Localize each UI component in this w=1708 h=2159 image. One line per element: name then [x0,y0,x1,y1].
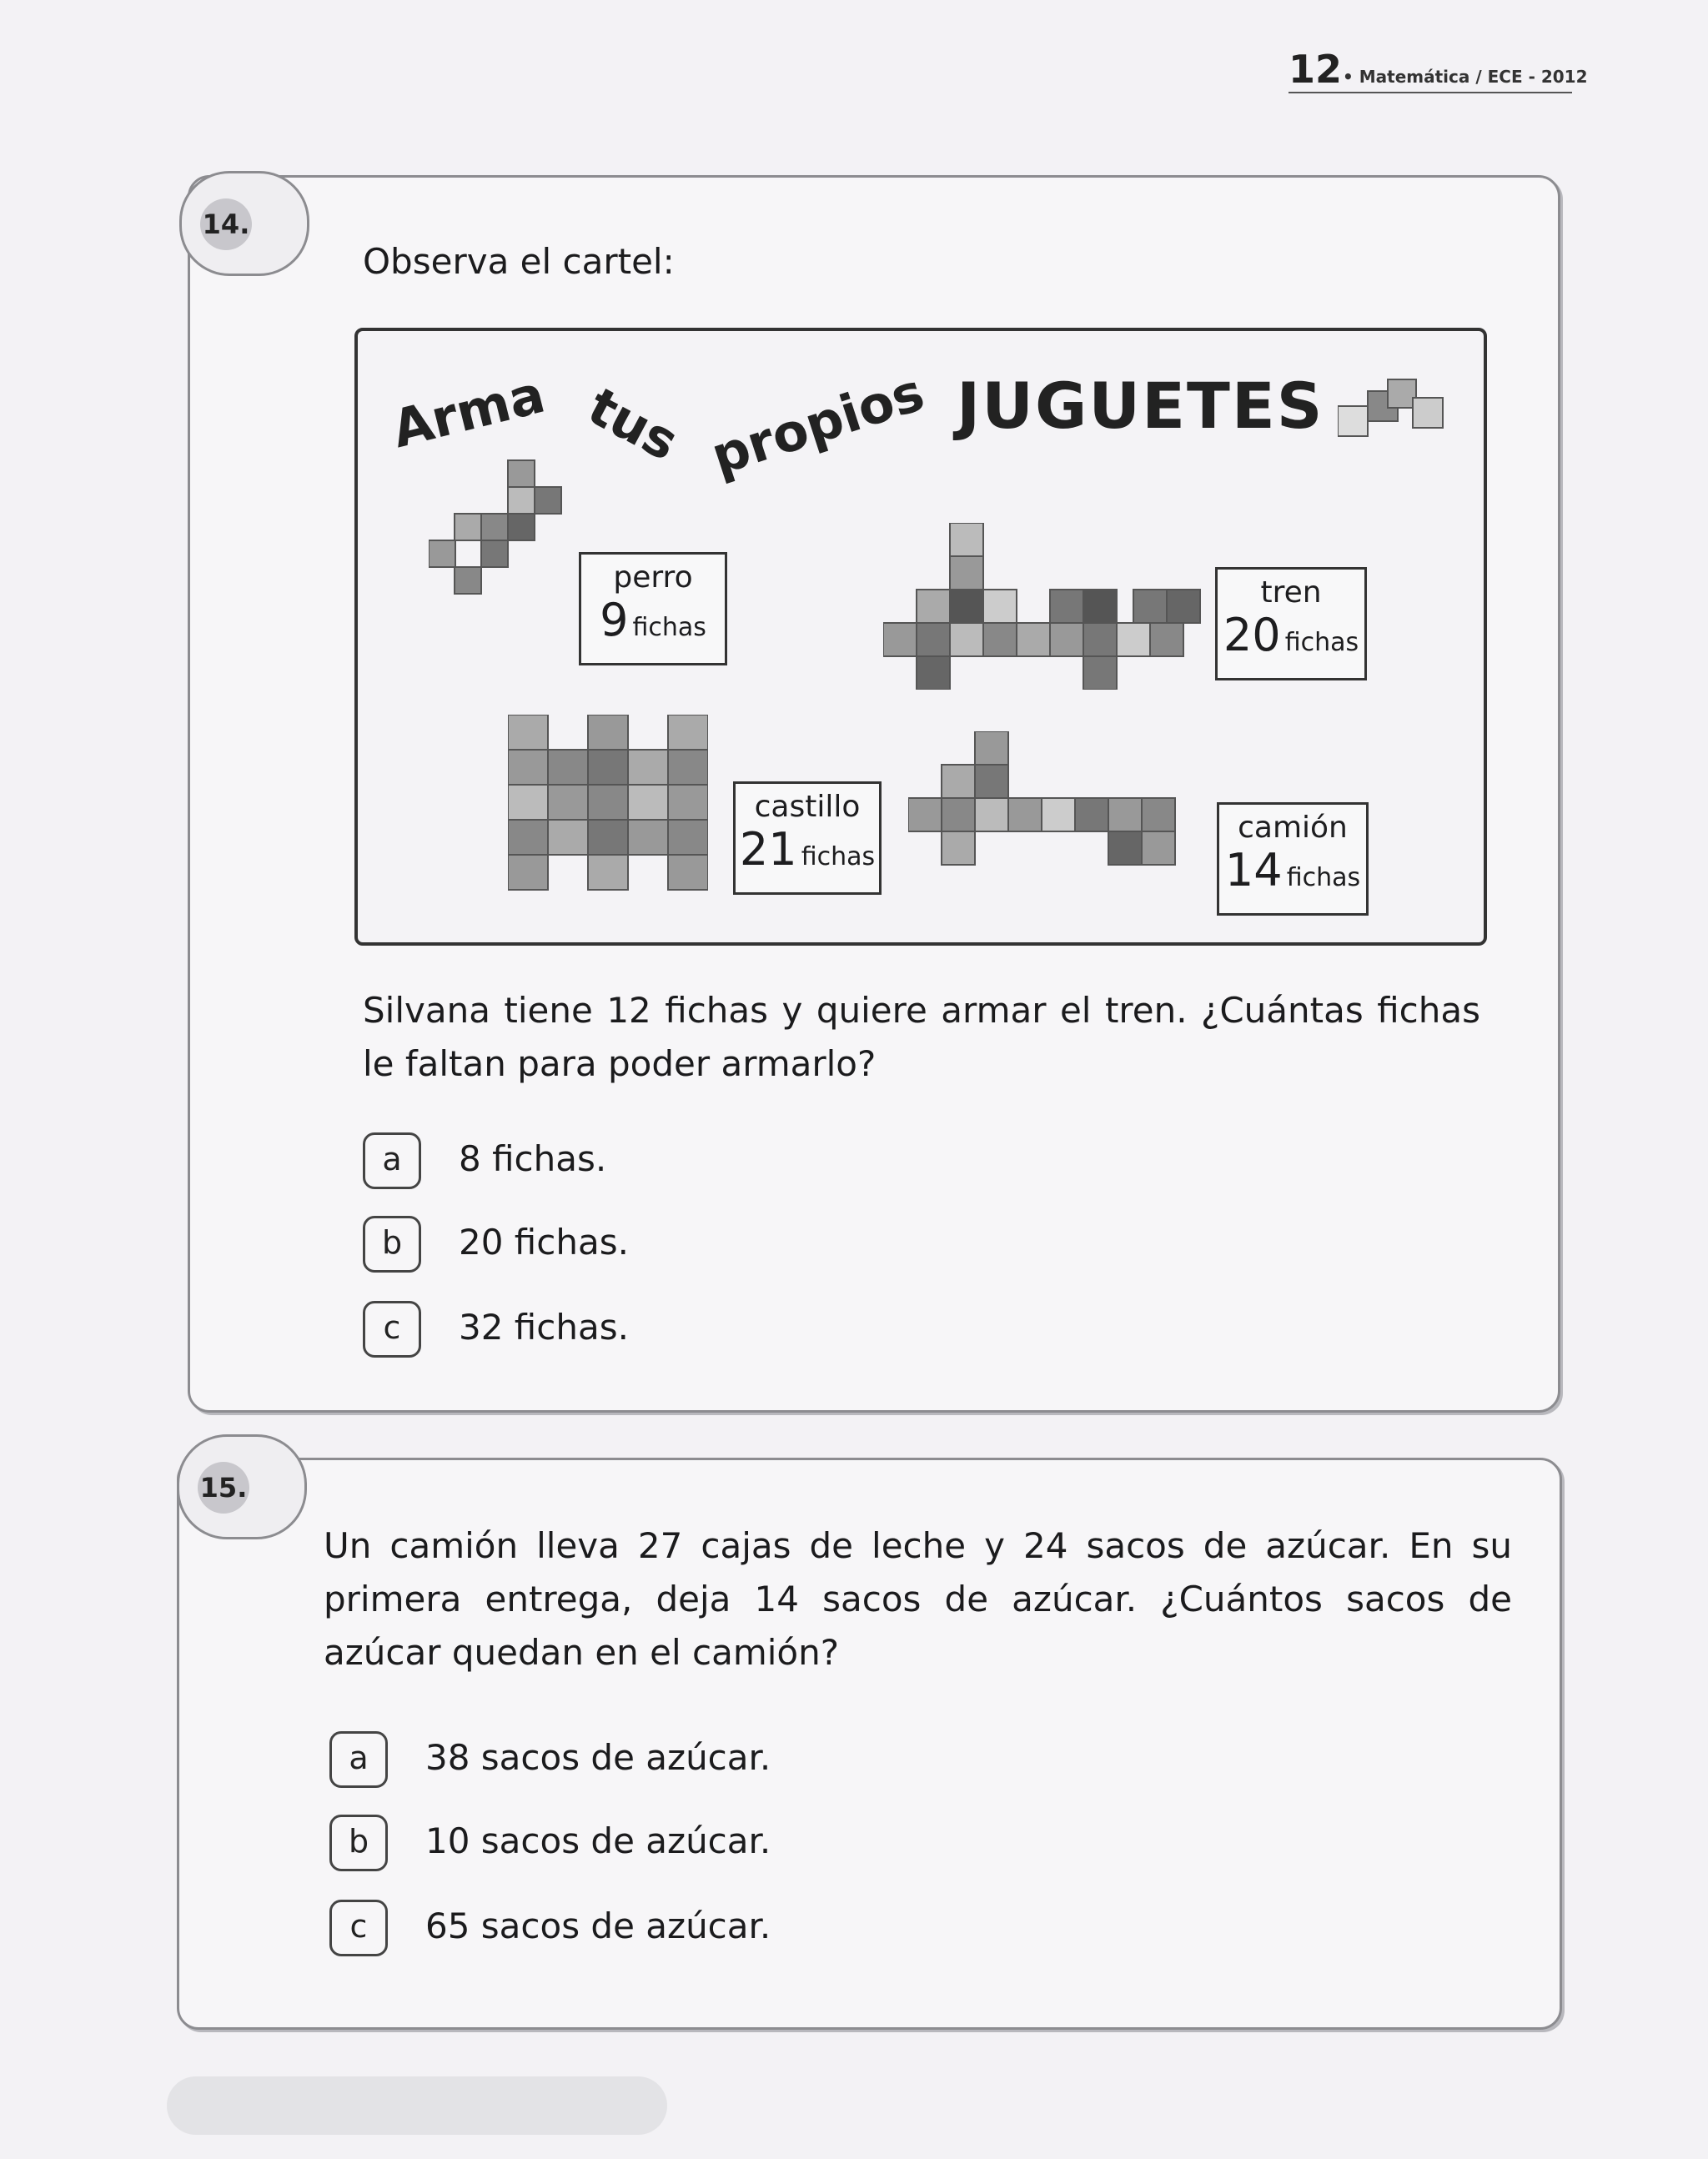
question-15-text: Un camión lleva 27 cajas de leche y 24 sacos de azúcar. En su primera entrega, deja 14 sacos de azúcar. ¿Cuántos sacos de azúcar quedan en el camión? [324,1525,1512,1673]
q15-option-a-text: 38 sacos de azúcar. [425,1737,771,1778]
camion-count: 14 [1224,844,1283,896]
show-through-smudge [167,2076,667,2135]
q14-option-b[interactable] [363,1216,863,1268]
q15-option-c-letter: c [329,1900,388,1956]
poster-title-word-2: tus [578,375,689,473]
q15-option-b-letter: b [329,1815,388,1871]
q15-option-a[interactable] [329,1731,913,1783]
question-14-text: Silvana tiene 12 fichas y quiere armar el tren. ¿Cuántas fichas le faltan para poder armarlo? [363,990,1480,1084]
tren-name: tren [1260,575,1322,610]
header-underline [1289,92,1572,93]
page-subtitle: • Matemática / ECE - 2012 [1343,67,1588,87]
camion-tiles [908,731,1200,881]
perro-unit: fichas [632,613,706,642]
tren-unit: fichas [1284,628,1359,657]
q15-option-b-text: 10 sacos de azúcar. [425,1820,771,1861]
q15-option-c-text: 65 sacos de azúcar. [425,1905,771,1946]
tren-label-box [1215,567,1367,680]
tren-tiles [883,523,1208,690]
camion-unit: fichas [1286,863,1361,892]
camion-label-box [1217,802,1369,916]
castillo-label-box [733,781,882,895]
perro-label-box [579,552,727,665]
poster-title-word-3: propios [704,361,932,487]
question-14-prompt: Observa el cartel: [363,241,675,282]
poster-corner-tiles [1338,373,1463,448]
page-number: 12 [1289,47,1343,92]
camion-name: camión [1238,811,1348,845]
question-15-tab [177,1434,307,1539]
tren-count: 20 [1223,609,1281,661]
castillo-unit: fichas [801,842,876,871]
q14-option-c[interactable] [363,1301,863,1353]
question-14-tab [179,171,309,276]
poster-title-word-4: JUGUETES [957,369,1324,443]
q15-option-b[interactable] [329,1815,913,1866]
poster-title-word-1: Arma [385,363,551,460]
q14-option-a[interactable] [363,1132,863,1184]
perro-name: perro [613,560,693,595]
q15-option-c[interactable] [329,1900,913,1951]
question-14-number: 14. [200,198,252,250]
q14-option-a-text: 8 fichas. [459,1138,607,1179]
question-15-number: 15. [198,1462,249,1514]
q14-option-a-letter: a [363,1132,421,1189]
castillo-tiles [508,715,708,915]
q15-option-a-letter: a [329,1731,388,1788]
castillo-count: 21 [739,823,797,876]
q14-option-b-text: 20 fichas. [459,1222,629,1263]
q14-option-c-text: 32 fichas. [459,1307,629,1348]
q14-option-b-letter: b [363,1216,421,1273]
perro-count: 9 [600,594,629,646]
toys-poster [354,328,1487,946]
castillo-name: castillo [754,790,861,824]
q14-option-c-letter: c [363,1301,421,1358]
